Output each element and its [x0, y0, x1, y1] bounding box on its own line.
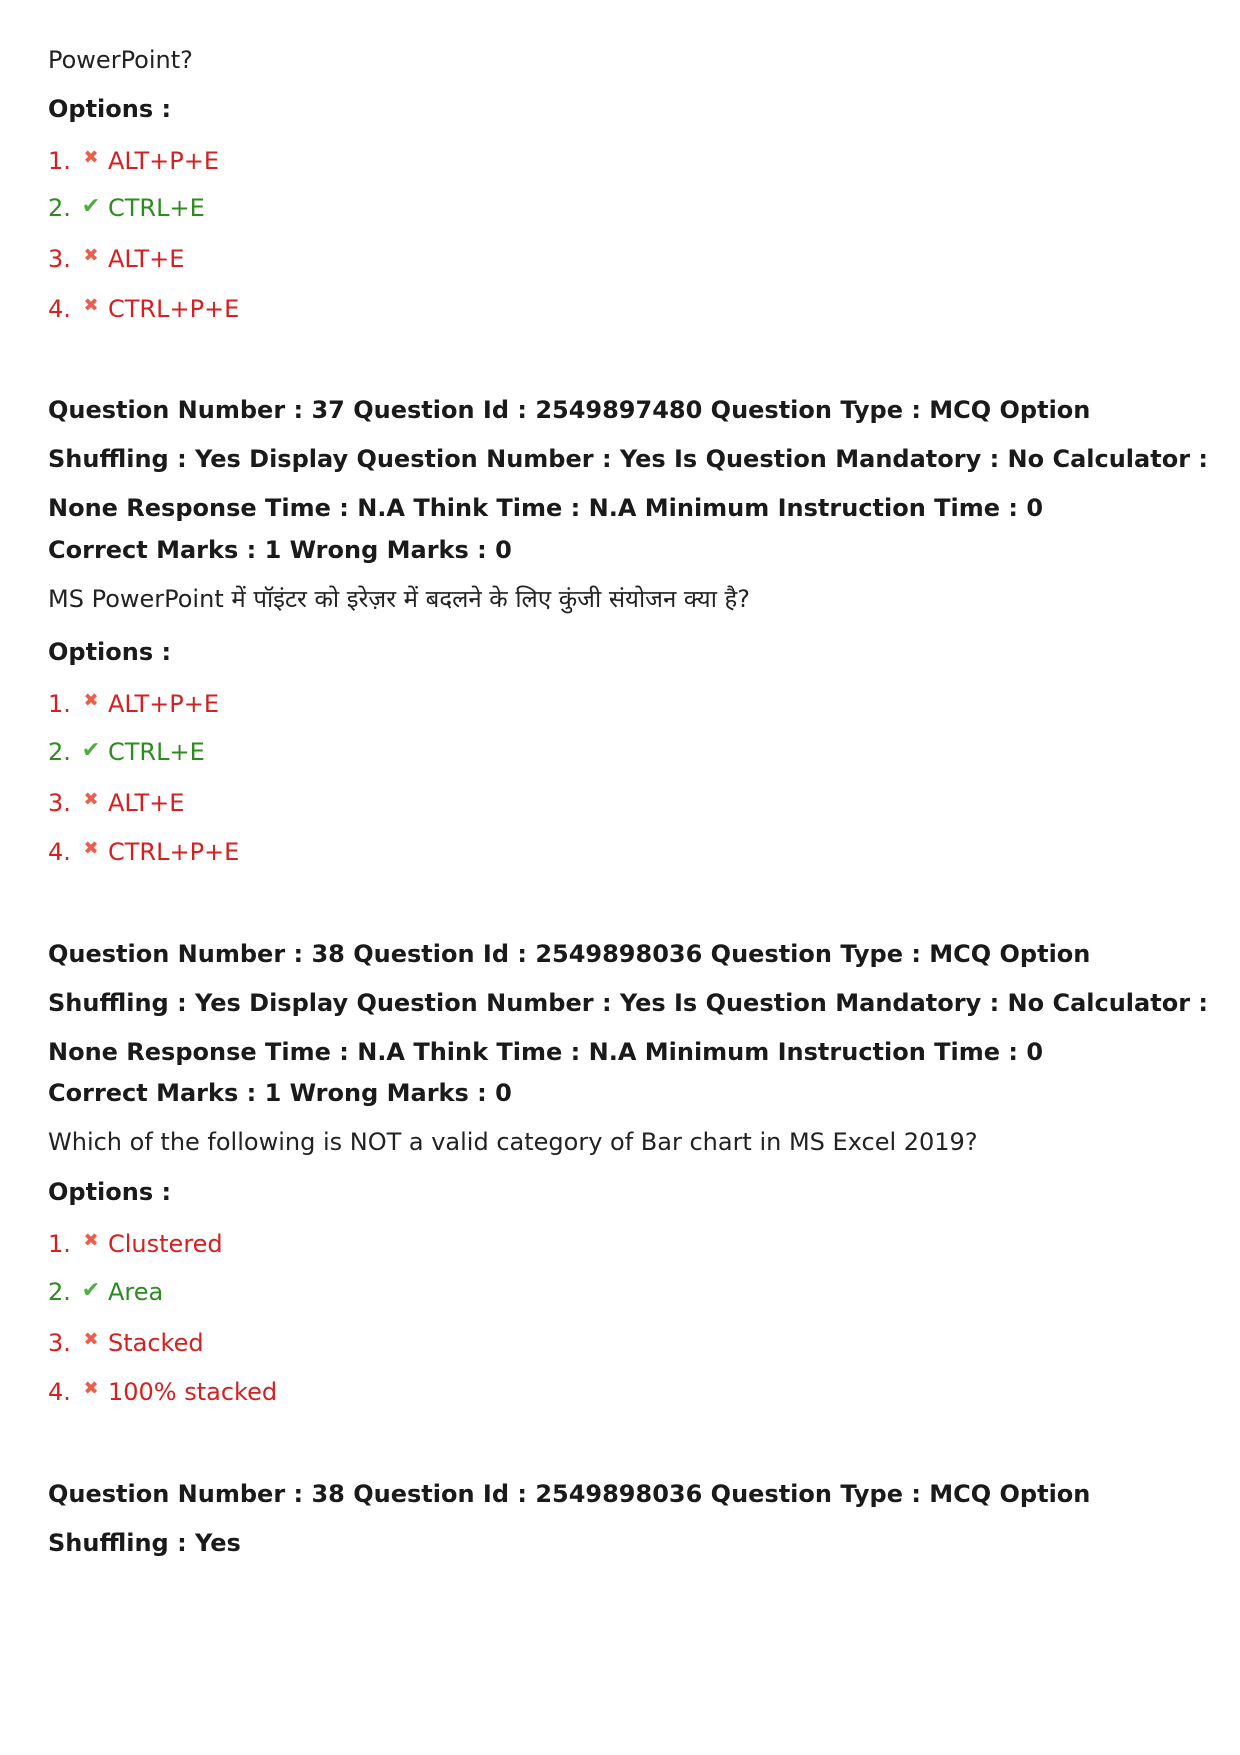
- option-number: 3.: [48, 1329, 71, 1357]
- option-text: CTRL+E: [108, 194, 205, 222]
- option-row: [48, 685, 219, 720]
- options-label: Options :: [48, 95, 172, 123]
- option-row: [48, 833, 239, 868]
- option-row: [48, 240, 184, 275]
- cross-icon: ✖: [83, 1230, 99, 1251]
- option-row: [48, 1275, 163, 1308]
- option-row: [48, 1225, 223, 1260]
- question-meta: Question Number : 38 Question Id : 2549898036 Question Type : MCQ Option Shuffling : Yes Display Question Number : Yes Is Question Mandatory : No Calculator : None Response Time : N.A Think Time : N.A Minimum Instruction Time : 0: [48, 940, 1208, 1066]
- option-text: 100% stacked: [108, 1378, 278, 1406]
- option-number: 4.: [48, 1378, 71, 1406]
- option-row: [48, 735, 205, 768]
- option-number: 3.: [48, 245, 71, 273]
- option-text: ALT+P+E: [108, 690, 219, 718]
- marks-info: Correct Marks : 1 Wrong Marks : 0: [48, 536, 512, 564]
- check-icon: ✔: [81, 738, 101, 763]
- option-number: 4.: [48, 838, 71, 866]
- check-icon: ✔: [81, 194, 101, 219]
- option-text: Area: [108, 1278, 164, 1306]
- options-label: Options :: [48, 1178, 172, 1206]
- cross-icon: ✖: [83, 245, 99, 266]
- cross-icon: ✖: [83, 838, 99, 859]
- option-row: [48, 784, 184, 819]
- option-number: 1.: [48, 147, 71, 175]
- check-icon: ✔: [81, 1278, 101, 1303]
- option-number: 3.: [48, 789, 71, 817]
- option-text: CTRL+P+E: [108, 838, 240, 866]
- question-text: MS PowerPoint में पॉइंटर को इरेज़र में बदलने के लिए कुंजी संयोजन क्या है?: [48, 585, 751, 613]
- option-row: [48, 142, 219, 177]
- option-text: ALT+E: [108, 789, 185, 817]
- question-text: Which of the following is NOT a valid category of Bar chart in MS Excel 2019?: [48, 1128, 978, 1156]
- cross-icon: ✖: [83, 1329, 99, 1350]
- cross-icon: ✖: [83, 147, 99, 168]
- option-text: ALT+P+E: [108, 147, 219, 175]
- option-text: CTRL+E: [108, 738, 205, 766]
- cross-icon: ✖: [83, 789, 99, 810]
- options-label: Options :: [48, 638, 172, 666]
- cross-icon: ✖: [83, 1378, 99, 1399]
- option-row: [48, 191, 205, 224]
- option-text: ALT+E: [108, 245, 185, 273]
- option-row: [48, 1373, 277, 1408]
- option-text: Stacked: [108, 1329, 204, 1357]
- option-text: Clustered: [108, 1230, 223, 1258]
- option-row: [48, 1324, 204, 1359]
- question-meta: Question Number : 37 Question Id : 2549897480 Question Type : MCQ Option Shuffling : Yes Display Question Number : Yes Is Question Mandatory : No Calculator : None Response Time : N.A Think Time : N.A Minimum Instruction Time : 0: [48, 396, 1208, 522]
- cross-icon: ✖: [83, 690, 99, 711]
- option-number: 2.: [48, 738, 71, 766]
- question-text: PowerPoint?: [48, 46, 193, 74]
- option-number: 4.: [48, 295, 71, 323]
- option-text: CTRL+P+E: [108, 295, 240, 323]
- option-number: 1.: [48, 690, 71, 718]
- question-meta: Question Number : 38 Question Id : 2549898036 Question Type : MCQ Option Shuffling : Yes: [48, 1480, 1091, 1557]
- option-number: 2.: [48, 194, 71, 222]
- marks-info: Correct Marks : 1 Wrong Marks : 0: [48, 1079, 512, 1107]
- option-number: 2.: [48, 1278, 71, 1306]
- option-row: [48, 290, 239, 325]
- cross-icon: ✖: [83, 295, 99, 316]
- option-number: 1.: [48, 1230, 71, 1258]
